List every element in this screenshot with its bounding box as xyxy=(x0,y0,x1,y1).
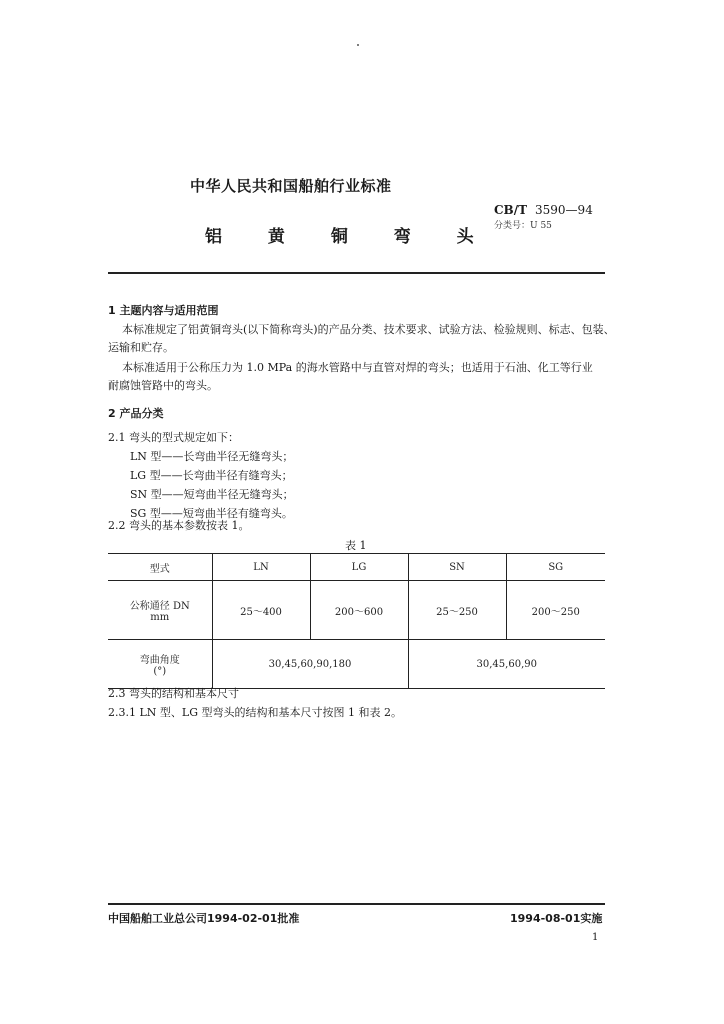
org-title: 中华人民共和国船舶行业标准 xyxy=(190,177,392,195)
table-cell-long-radius-angles: 30,45,60,90,180 xyxy=(212,640,408,689)
table-header-cell-sn: SN xyxy=(408,554,506,581)
section-1-para-2-line-2: 耐腐蚀管路中的弯头。 xyxy=(108,379,218,392)
type-item-lg: LG 型——长弯曲半径有缝弯头； xyxy=(130,469,293,482)
table-header-cell-lg: LG xyxy=(310,554,408,581)
standard-code xyxy=(494,203,593,217)
table-header-cell-sg: SG xyxy=(506,554,605,581)
section-1-heading: 1 主题内容与适用范围 xyxy=(108,304,219,317)
footer-divider xyxy=(108,903,605,905)
table-cell-ln-diameter: 25～400 xyxy=(212,581,310,640)
section-2-1-text: 2.1 弯头的型式规定如下： xyxy=(108,431,239,444)
section-2-heading: 2 产品分类 xyxy=(108,407,164,420)
section-1-para-2-line-1: 本标准适用于公称压力为 1.0 MPa 的海水管路中与直管对焊的弯头；也适用于石油、化工等行业 xyxy=(122,361,593,374)
type-item-sg: SG 型——短弯曲半径有缝弯头。 xyxy=(130,507,293,520)
header-divider xyxy=(108,272,605,274)
section-1-para-1-line-2: 运输和贮存。 xyxy=(108,341,174,354)
type-item-ln: LN 型——长弯曲半径无缝弯头； xyxy=(130,450,294,463)
page-number: 1 xyxy=(592,932,599,943)
table-row-label-nominal-diameter xyxy=(108,581,212,640)
table-1 xyxy=(108,553,605,689)
implementation-date: 1994-08-01实施 xyxy=(510,912,603,925)
type-item-sn: SN 型——短弯曲半径无缝弯头； xyxy=(130,488,294,501)
table-cell-sg-diameter: 200～250 xyxy=(506,581,605,640)
nominal-diameter-unit: mm xyxy=(150,612,170,623)
table-cell-lg-diameter: 200～600 xyxy=(310,581,408,640)
section-2-3-1-text: 2.3.1 LN 型、LG 型弯头的结构和基本尺寸按图 1 和表 2。 xyxy=(108,706,402,719)
table-row-nominal-diameter xyxy=(108,581,605,640)
classification-number: 分类号：U 55 xyxy=(494,221,552,231)
bend-angle-unit: (°) xyxy=(153,666,167,677)
table-cell-sn-diameter: 25～250 xyxy=(408,581,506,640)
table-row-bend-angle xyxy=(108,640,605,689)
bend-angle-label: 弯曲角度 xyxy=(139,655,180,666)
table-1-caption: 表 1 xyxy=(345,539,367,552)
nominal-diameter-label: 公称通径 DN xyxy=(129,601,190,612)
table-row-label-bend-angle xyxy=(108,640,212,689)
table-header-row xyxy=(108,554,605,581)
scan-speck xyxy=(357,44,359,46)
section-2-2-text: 2.2 弯头的基本参数按表 1。 xyxy=(108,519,250,532)
approval-note: 中国船舶工业总公司1994-02-01批准 xyxy=(108,912,300,925)
standard-code-number: 3590—94 xyxy=(535,203,593,217)
table-header-cell-ln: LN xyxy=(212,554,310,581)
section-2-3-heading: 2.3 弯头的结构和基本尺寸 xyxy=(108,687,239,700)
table-cell-short-radius-angles: 30,45,60,90 xyxy=(408,640,605,689)
standard-code-prefix: CB/T xyxy=(494,203,528,217)
table-header-cell-type: 型式 xyxy=(108,554,212,581)
section-1-para-1-line-1: 本标准规定了铝黄铜弯头(以下简称弯头)的产品分类、技术要求、试验方法、检验规则、标志、包装、 xyxy=(122,323,615,336)
doc-title: 铝 黄 铜 弯 头 xyxy=(205,227,494,247)
